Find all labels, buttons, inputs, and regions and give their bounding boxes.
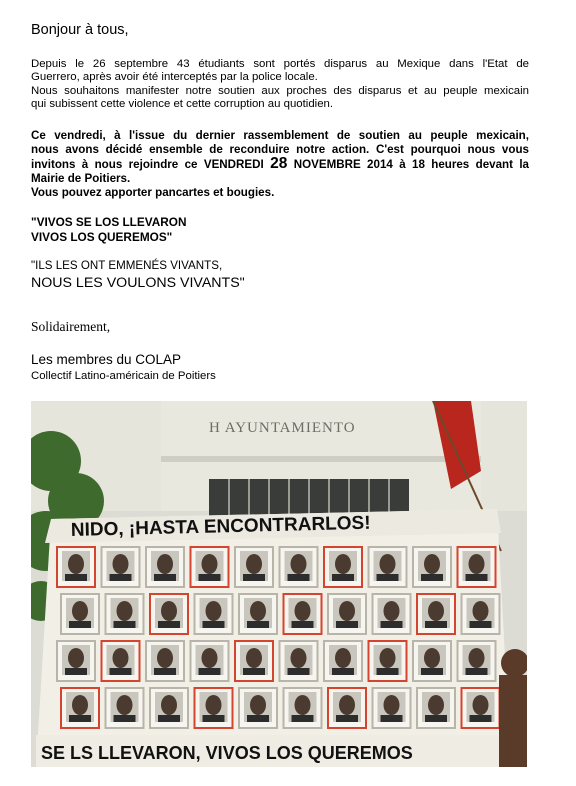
portrait	[150, 594, 188, 634]
paragraph2-line: Ce vendredi, à l'issue du dernier rassemblement de soutien au peuple mexicain,	[31, 129, 529, 142]
greeting: Bonjour à tous,	[31, 22, 129, 38]
portrait	[284, 594, 322, 634]
signature-name: Les membres du COLAP	[31, 352, 182, 367]
portrait	[324, 547, 362, 587]
portrait	[280, 641, 318, 681]
portrait	[102, 641, 140, 681]
portrait	[239, 594, 277, 634]
paragraph-invitation	[31, 129, 529, 200]
portrait	[458, 547, 496, 587]
portrait	[417, 688, 455, 728]
event-day: 28	[270, 155, 288, 172]
paragraph1-line: Depuis le 26 septembre 43 étudiants sont portés disparus au Mexique dans l'Etat de	[31, 58, 529, 70]
portrait	[328, 688, 366, 728]
slogan-french-line: NOUS LES VOULONS VIVANTS"	[31, 275, 245, 291]
portrait	[280, 547, 318, 587]
portrait	[413, 547, 451, 587]
portrait	[102, 547, 140, 587]
portrait	[462, 594, 500, 634]
paragraph1-line: qui subissent cette violence et cette corruption au quotidien.	[31, 97, 334, 110]
portrait	[57, 547, 95, 587]
portrait	[61, 594, 99, 634]
slogan-spanish-line: VIVOS LOS QUEREMOS"	[31, 229, 173, 244]
portrait	[146, 547, 184, 587]
portrait	[373, 594, 411, 634]
banner-bottom-text: SE LS LLEVARON, VIVOS LOS QUEREMOS	[41, 743, 413, 763]
paragraph1-line: Guerrero, après avoir été interceptés par la police locale.	[31, 71, 318, 84]
building-sign: H AYUNTAMIENTO	[209, 420, 356, 436]
signature-org: Collectif Latino-américain de Poitiers	[31, 370, 216, 382]
slogan-spanish	[31, 215, 186, 244]
portrait	[146, 641, 184, 681]
event-date-text: NOVEMBRE 2014 à 18 heures devant la	[293, 158, 529, 171]
portrait	[328, 594, 366, 634]
closing: Solidairement,	[31, 319, 111, 334]
portrait	[369, 547, 407, 587]
paragraph2-line: Vous pouvez apporter pancartes et bougies.	[31, 186, 275, 199]
portrait	[195, 594, 233, 634]
protest-photo	[31, 401, 527, 767]
paragraph1-line: Nous souhaitons manifester notre soutien aux proches des disparus et au peuple mexicain	[31, 84, 529, 97]
invite-text: invitons à nous rejoindre ce VENDREDI	[31, 158, 264, 171]
slogan-spanish-line: "VIVOS SE LOS LLEVARON	[31, 215, 187, 229]
portrait	[195, 688, 233, 728]
portrait	[239, 688, 277, 728]
portrait	[235, 641, 273, 681]
portrait	[413, 641, 451, 681]
portrait	[191, 641, 229, 681]
portrait	[369, 641, 407, 681]
slogan-french-line: "ILS LES ONT EMMENÉS VIVANTS,	[31, 259, 223, 272]
portrait	[462, 688, 500, 728]
protester	[499, 649, 527, 767]
portrait	[106, 688, 144, 728]
portrait	[373, 688, 411, 728]
banner	[36, 509, 511, 767]
portrait	[106, 594, 144, 634]
portrait	[284, 688, 322, 728]
protest-photo-svg	[31, 401, 527, 767]
paragraph2-line: Mairie de Poitiers.	[31, 172, 131, 185]
portrait	[324, 641, 362, 681]
portrait	[417, 594, 455, 634]
portrait	[191, 547, 229, 587]
paragraph2-line: nous avons décidé ensemble de reconduire notre action. C'est pourquoi nous vous	[31, 143, 529, 156]
banner-top-text: NIDO, ¡HASTA ENCONTRARLOS!	[70, 512, 371, 541]
portrait	[150, 688, 188, 728]
portrait	[235, 547, 273, 587]
paragraph-disappearance	[31, 58, 529, 111]
portrait	[57, 641, 95, 681]
portrait	[458, 641, 496, 681]
portrait	[61, 688, 99, 728]
paragraph2-line	[31, 157, 529, 172]
